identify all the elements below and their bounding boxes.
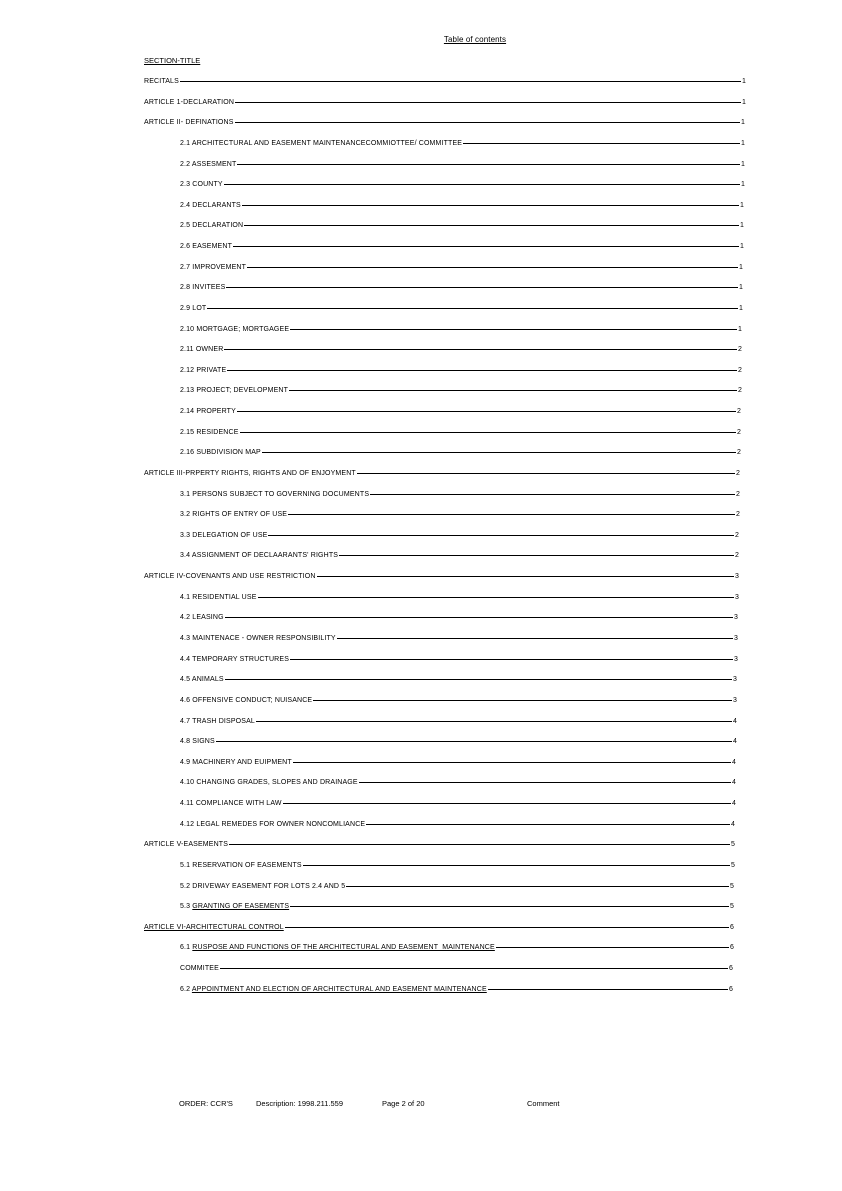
toc-entry-number: 2.3 [180,180,191,188]
toc-entry-text: ASSESMENT [191,160,237,168]
dot-leader [488,989,728,990]
dot-leader [224,349,737,350]
toc-entry-text: DRIVEWAY EASEMENT FOR LOTS 2.4 AND 5 [192,882,346,890]
toc-entry-label [180,656,289,663]
toc-entry-number: 5.2 [180,882,191,890]
toc-entry-page: 5 [730,861,735,869]
toc-entry-page: 1 [738,304,743,312]
dot-leader [290,659,733,660]
toc-entry-label [180,883,345,890]
toc-entry-text: ARTICLE IV-COVENANTS AND USE RESTRICTION [144,572,316,580]
toc-entry-number: 2.5 [180,221,191,229]
dot-leader [220,968,728,969]
toc-entry-number: 6.1 [180,943,191,951]
toc-entry-number: 3.4 [180,551,191,559]
toc-entry[interactable] [180,138,745,148]
toc-entry-text: GRANTING OF EASEMENTS [192,902,290,910]
dot-leader [237,164,740,165]
toc-entry-text: CHANGING GRADES, SLOPES AND DRAINAGE [196,778,358,786]
toc-entry-page: 1 [741,98,746,106]
toc-entry-label [180,635,336,642]
toc-entry-label [144,573,316,580]
toc-entry-label [180,491,369,498]
toc-entry-text: OFFENSIVE CONDUCT; NUISANCE [192,696,313,704]
toc-entry-label [144,841,228,848]
toc-entry-number: 2.14 [180,407,195,415]
toc-entry-text: PRIVATE [196,366,227,374]
toc-entry[interactable] [180,777,736,787]
toc-entry-number: 4.5 [180,675,191,683]
dot-leader [225,679,732,680]
toc-entry[interactable] [180,550,739,560]
toc-entry[interactable] [180,489,740,499]
toc-entry-text: EASEMENT [192,242,233,250]
toc-entry-label [180,800,282,807]
toc-entry-text: ARTICLE III-PRPERTY RIGHTS, RIGHTS AND OF ENJOYMENT [144,469,356,477]
toc-entry-text: PROPERTY [196,407,236,415]
dot-leader [237,411,736,412]
toc-entry-number: 4.9 [180,758,191,766]
footer-comment: Comment [527,1099,560,1108]
toc-entry-text: SIGNS [192,737,215,745]
toc-entry[interactable] [180,509,740,519]
toc-entry-label [144,99,234,106]
dot-leader [290,906,729,907]
toc-entry-page: 4 [730,820,735,828]
toc-entry-page: 2 [735,510,740,518]
toc-entry-number: 5.1 [180,861,191,869]
toc-entry-page: 4 [732,737,737,745]
toc-entry[interactable] [180,736,737,746]
toc-entry-page: 1 [738,263,743,271]
dot-leader [242,205,739,206]
toc-entry[interactable] [144,97,746,107]
toc-entry-text: TRASH DISPOSAL [192,717,255,725]
toc-entry-label [144,78,179,85]
toc-entry[interactable] [180,282,743,292]
toc-entry-number: 5.3 [180,902,191,910]
toc-entry-page: 4 [731,778,736,786]
toc-entry[interactable] [180,365,742,375]
toc-entry-label [180,614,224,621]
toc-entry-number: 2.2 [180,160,191,168]
toc-entry[interactable] [180,716,737,726]
toc-entry-number: 4.2 [180,613,191,621]
toc-entry-label [180,759,292,766]
toc-entry-text: ARTICLE II- DEFINATIONS [144,118,234,126]
footer-description: Description: 1998.211.559 [256,1099,344,1108]
toc-entry-label [180,903,289,910]
dot-leader [313,700,732,701]
toc-entry-text: INVITEES [192,283,226,291]
dot-leader [370,494,735,495]
toc-entry[interactable] [180,530,739,540]
dot-leader [225,617,733,618]
dot-leader [346,886,729,887]
toc-entry-page: 2 [734,531,739,539]
toc-entry-page: 4 [731,758,736,766]
toc-entry-label [180,161,236,168]
toc-entry-page: 2 [735,490,740,498]
toc-entry-number: 2.4 [180,201,191,209]
toc-entry-text: ARCHITECTURAL AND EASEMENT MAINTENANCECOMMIOTTEE/ COMMITTEE [191,139,463,147]
toc-entry[interactable] [144,468,740,478]
toc-entry[interactable] [180,695,737,705]
page-footer [179,1099,560,1108]
toc-entry-text: MACHINERY AND EUIPMENT [192,758,292,766]
toc-entry-number: 4.7 [180,717,191,725]
dot-leader [226,287,738,288]
toc-entry-text: COUNTY [192,180,223,188]
toc-entry-page: 6 [729,923,734,931]
toc-entry-text: SUBDIVISION MAP [196,448,261,456]
toc-entry-text: DELEGATION OF USE [192,531,268,539]
toc-entry-text: RUSPOSE AND FUNCTIONS OF THE ARCHITECTURAL AND EASEMENT_MAINTENANCE [192,943,495,951]
toc-entry-text: RESERVATION OF EASEMENTS [192,861,302,869]
dot-leader [256,721,732,722]
toc-entry-text: RECITALS [144,77,179,85]
toc-entry-page: 5 [729,882,734,890]
toc-entry-text: LEASING [192,613,224,621]
toc-entry[interactable] [180,159,745,169]
toc-entry-page: 1 [740,180,745,188]
section-title: SECTION-TITLE [144,56,201,65]
toc-entry-text: DECLARANTS [192,201,241,209]
toc-entry-page: 3 [733,613,738,621]
toc-entry-text: RESIDENCE [196,428,239,436]
toc-entry-text: DECLARATION [192,221,244,229]
toc-entry-text: ARTICLE V-EASEMENTS [144,840,229,848]
dot-leader [247,267,738,268]
toc-entry-text: COMPLIANCE WITH LAW [195,799,282,807]
toc-entry-text: RESIDENTIAL USE [192,593,257,601]
dot-leader [235,122,740,123]
toc-entry[interactable] [180,942,734,952]
toc-entry-label [180,305,206,312]
toc-entry-text: TEMPORARY STRUCTURES [192,655,290,663]
toc-entry-page: 6 [728,985,733,993]
dot-leader [224,184,740,185]
toc-entry-label [180,965,219,972]
toc-entry-number: 4.10 [180,778,195,786]
toc-entry-label [180,552,338,559]
footer-page-number: Page 2 of 20 [382,1099,425,1108]
toc-entry-number: 2.12 [180,366,195,374]
toc-entry[interactable] [144,571,739,581]
toc-entry-page: 3 [732,696,737,704]
toc-entry-number: 3.3 [180,531,191,539]
toc-entry-page: 2 [736,407,741,415]
toc-entry[interactable] [180,654,738,664]
toc-entry-page: 3 [734,593,739,601]
toc-entry[interactable] [144,76,746,86]
toc-entry-text: OWNER [195,345,224,353]
dot-leader [337,638,733,639]
toc-entry-number: 4.11 [180,799,194,807]
toc-entry[interactable] [180,241,744,251]
dot-leader [317,576,734,577]
toc-entry[interactable] [180,963,733,973]
toc-entry-page: 1 [739,221,744,229]
toc-entry[interactable] [180,324,742,334]
toc-entry[interactable] [180,262,743,272]
toc-entry-page: 2 [737,345,742,353]
toc-entry-text: MAINTENACE - OWNER RESPONSIBILITY [192,634,336,642]
toc-entry-page: 2 [736,448,741,456]
toc-entry[interactable] [180,757,736,767]
toc-entry[interactable] [180,406,741,416]
toc-entry-number: 2.10 [180,325,195,333]
toc-entry-page: 1 [739,242,744,250]
dot-leader [290,329,737,330]
toc-entry-page: 5 [730,840,735,848]
toc-entry-label [180,944,495,951]
toc-title: Table of contents [443,35,507,44]
toc-entry-number: 2.8 [180,283,191,291]
dot-leader [293,762,731,763]
toc-entry-text: ASSIGNMENT OF DECLAARANTS' RIGHTS [191,551,339,559]
dot-leader [227,370,737,371]
dot-leader [496,947,729,948]
toc-entry-label [180,449,261,456]
toc-entry-label [144,119,234,126]
toc-entry[interactable] [180,984,733,994]
toc-entry-label [180,367,226,374]
toc-entry-label [180,862,302,869]
toc-entry-page: 3 [734,572,739,580]
toc-entry-number: 2.9 [180,304,191,312]
toc-entry-number: 2.16 [180,448,195,456]
toc-entry-label [180,779,358,786]
toc-entry-number: 2.6 [180,242,191,250]
toc-entry-text: LEGAL REMEDES FOR OWNER NONCOMLIANCE [196,820,366,828]
toc-entry-label [180,738,215,745]
toc-entry[interactable] [180,344,742,354]
dot-leader [244,225,739,226]
toc-entry-page: 2 [736,428,741,436]
dot-leader [240,432,736,433]
toc-entry-text: PROJECT; DEVELOPMENT [196,386,289,394]
dot-leader [207,308,738,309]
toc-entry-text: APPOINTMENT AND ELECTION OF ARCHITECTURAL AND EASEMENT MAINTENANCE [191,985,487,993]
dot-leader [288,514,735,515]
toc-entry-text: ARTICLE VI-ARCHITECTURAL CONTROL [144,923,284,931]
toc-entry-text: ARTICLE 1-DECLARATION [144,98,235,106]
dot-leader [180,81,741,82]
dot-leader [283,803,731,804]
toc-entry-number: 2.1 [180,139,191,147]
toc-entry-number: 4.8 [180,737,191,745]
toc-entry-page: 1 [740,139,745,147]
toc-entry-page: 3 [733,634,738,642]
toc-entry-number: 2.7 [180,263,191,271]
toc-entry-label [180,532,267,539]
toc-entry-number: 4.1 [180,593,191,601]
toc-entry-page: 3 [732,675,737,683]
toc-entry[interactable] [180,592,739,602]
toc-entry-number: 4.6 [180,696,191,704]
toc-entry-label [180,264,246,271]
toc-entry-label [180,346,223,353]
toc-entry-label [180,140,462,147]
dot-leader [235,102,741,103]
toc-entry-label [180,697,312,704]
toc-entry[interactable] [180,385,742,395]
dot-leader [262,452,736,453]
toc-entry-number: 4.4 [180,655,191,663]
toc-entry-text: RIGHTS OF ENTRY OF USE [192,510,288,518]
footer-order: ORDER: CCR'S [179,1099,233,1108]
toc-entry-text: IMPROVEMENT [192,263,247,271]
toc-entry-number: 3.2 [180,510,191,518]
toc-entry-text: LOT [192,304,207,312]
toc-entry-text: COMMITEE [180,964,219,972]
dot-leader [463,143,740,144]
dot-leader [216,741,732,742]
toc-entry[interactable] [180,447,741,457]
toc-entry-page: 5 [729,902,734,910]
toc-entry-label [180,986,487,993]
toc-entry-label [180,408,236,415]
toc-entry[interactable] [144,117,745,127]
toc-entry-label [180,387,288,394]
toc-entry-page: 1 [740,118,745,126]
dot-leader [285,927,729,928]
toc-entry[interactable] [144,922,734,932]
toc-entry-number: 4.12 [180,820,195,828]
toc-entry-page: 2 [737,366,742,374]
toc-entry[interactable] [180,798,736,808]
toc-entry-number: 4.3 [180,634,191,642]
toc-entry-label [180,284,225,291]
toc-entry[interactable] [180,901,734,911]
toc-entry[interactable] [180,674,737,684]
dot-leader [339,555,734,556]
toc-entry[interactable] [180,612,738,622]
toc-entry-label [180,243,232,250]
toc-entry-label [180,222,243,229]
dot-leader [233,246,739,247]
toc-entry[interactable] [180,819,735,829]
toc-entry-page: 6 [729,943,734,951]
toc-entry[interactable] [180,881,734,891]
toc-entry-page: 4 [732,717,737,725]
toc-entry-text: MORTGAGE; MORTGAGEE [196,325,290,333]
toc-entry[interactable] [180,220,744,230]
toc-entry-page: 2 [734,551,739,559]
toc-entry-page: 1 [739,201,744,209]
toc-entry[interactable] [180,179,745,189]
toc-entry-label [180,594,257,601]
dot-leader [366,824,730,825]
dot-leader [268,535,734,536]
toc-entry-text: PERSONS SUBJECT TO GOVERNING DOCUMENTS [192,490,370,498]
toc-entry[interactable] [180,303,743,313]
toc-entry-label [180,326,289,333]
toc-entry-page: 2 [735,469,740,477]
toc-entry-page: 6 [728,964,733,972]
toc-entry-text: ANIMALS [191,675,224,683]
toc-entry-label [180,676,224,683]
toc-entry-number: 2.13 [180,386,195,394]
toc-entry-page: 1 [741,77,746,85]
toc-entry[interactable] [180,633,738,643]
toc-entry[interactable] [180,860,735,870]
toc-entry-page: 1 [738,283,743,291]
toc-entry[interactable] [180,427,741,437]
toc-entry-label [180,429,239,436]
toc-entry-label [180,821,365,828]
toc-entry-label [144,924,284,931]
dot-leader [289,390,737,391]
toc-entry-label [180,511,287,518]
dot-leader [303,865,730,866]
toc-entry-label [180,181,223,188]
toc-entry-number: 2.15 [180,428,195,436]
dot-leader [359,782,731,783]
dot-leader [357,473,735,474]
toc-entry[interactable] [144,839,735,849]
toc-entry-page: 1 [737,325,742,333]
toc-entry-label [180,202,241,209]
toc-entry-page: 4 [731,799,736,807]
toc-entry-page: 1 [740,160,745,168]
toc-entry-page: 2 [737,386,742,394]
toc-entry-number: 3.1 [180,490,191,498]
toc-entry-label [180,718,255,725]
dot-leader [258,597,734,598]
toc-entry-label [144,470,356,477]
dot-leader [229,844,730,845]
toc-entry[interactable] [180,200,744,210]
toc-entry-number: 6.2 [180,985,191,993]
toc-entry-number: 2.11 [180,345,194,353]
toc-entry-page: 3 [733,655,738,663]
